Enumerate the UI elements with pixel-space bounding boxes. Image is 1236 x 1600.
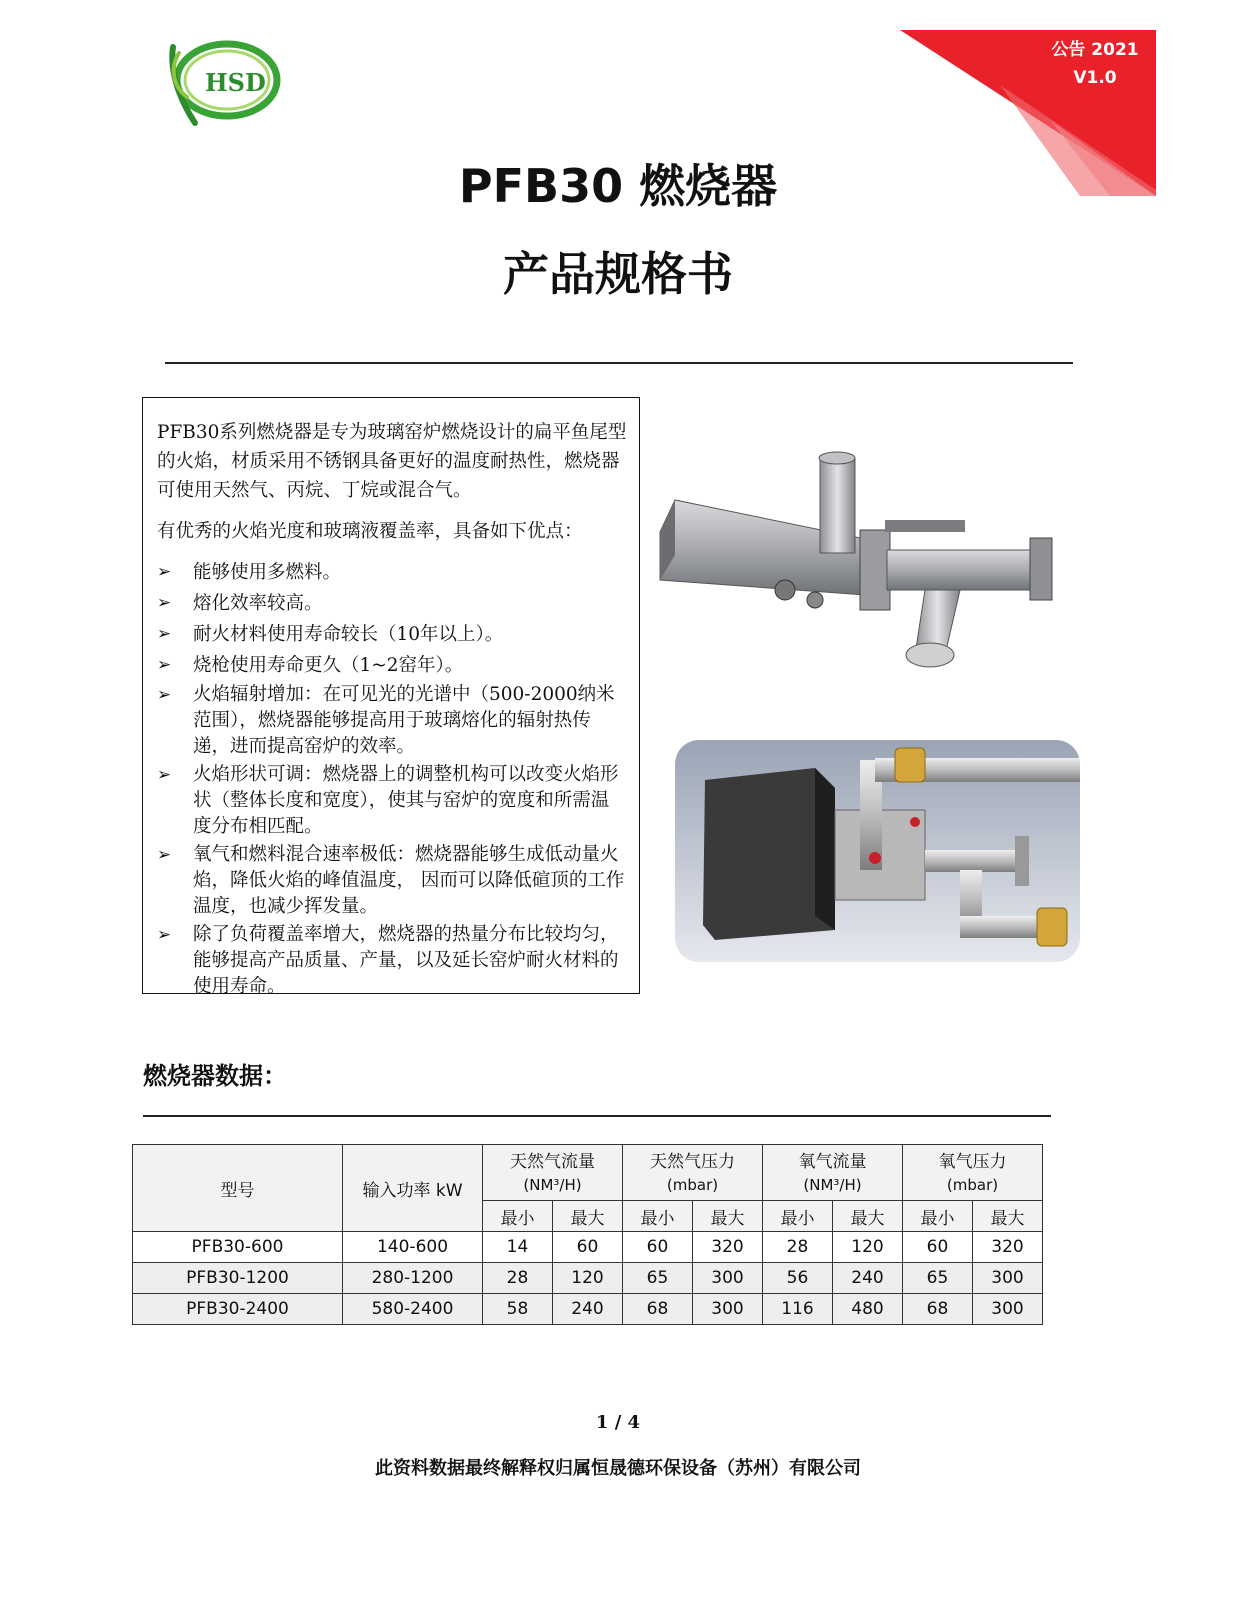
header-power: 输入功率 kW — [343, 1145, 483, 1232]
header-max: 最大 — [693, 1201, 763, 1232]
header-natural-gas-flow: 天然气流量 (NM³/H) — [483, 1145, 623, 1201]
header-model: 型号 — [133, 1145, 343, 1232]
feature-item: ➢ 耐火材料使用寿命较长（10年以上）。 — [157, 620, 627, 649]
feature-list — [157, 558, 627, 1000]
bullet-arrow-icon: ➢ — [157, 593, 172, 613]
company-logo — [165, 35, 285, 135]
header-min: 最小 — [763, 1201, 833, 1232]
badge-year: 公告 2021 — [1051, 40, 1139, 60]
version-badge — [1030, 36, 1160, 92]
bullet-arrow-icon: ➢ — [157, 624, 172, 644]
header-max: 最大 — [833, 1201, 903, 1232]
table-row: PFB30-2400 580-2400 58 240 68 300 116 480 68 300 — [133, 1294, 1043, 1325]
header-min: 最小 — [623, 1201, 693, 1232]
header-max: 最大 — [553, 1201, 623, 1232]
page-title: PFB30 燃烧器 — [458, 159, 778, 213]
header-oxygen-flow: 氧气流量 (NM³/H) — [763, 1145, 903, 1201]
intro-paragraph-2: 有优秀的火焰光度和玻璃液覆盖率，具备如下优点： — [157, 521, 583, 542]
header-min: 最小 — [903, 1201, 973, 1232]
intro-paragraph-1: PFB30系列燃烧器是专为玻璃窑炉燃烧设计的扁平鱼尾型的火焰，材质采用不锈钢具备更好的温度耐热性，燃烧器可使用天然气、丙烷、丁烷或混合气。 — [157, 422, 627, 501]
feature-item: ➢ 熔化效率较高。 — [157, 589, 627, 618]
burner-3d-render — [675, 740, 1080, 962]
section-divider — [143, 1115, 1051, 1117]
feature-item: ➢ 除了负荷覆盖率增大，燃烧器的热量分布比较均匀，能够提高产品质量、产量，以及延长窑炉耐火材料的使用寿命。 — [157, 924, 619, 997]
bullet-arrow-icon: ➢ — [157, 655, 172, 675]
table-row: PFB30-1200 280-1200 28 120 65 300 56 240 65 300 — [133, 1263, 1043, 1294]
header-oxygen-pressure: 氧气压力 (mbar) — [903, 1145, 1043, 1201]
intro-box — [142, 397, 640, 997]
title-divider — [165, 362, 1073, 364]
burner-data-table — [132, 1144, 1043, 1325]
header-min: 最小 — [483, 1201, 553, 1232]
feature-item: ➢ 氧气和燃料混合速率极低：燃烧器能够生成低动量火焰，降低火焰的峰值温度， 因而可以降低碹顶的工作温度，也减少挥发量。 — [157, 844, 625, 917]
header-natural-gas-pressure: 天然气压力 (mbar) — [623, 1145, 763, 1201]
feature-item: ➢ 烧枪使用寿命更久（1~2窑年）。 — [157, 651, 627, 680]
header-max: 最大 — [973, 1201, 1043, 1232]
section-title: 燃烧器数据： — [143, 1062, 287, 1090]
logo-text: HSD — [205, 68, 266, 97]
bullet-arrow-icon: ➢ — [157, 685, 172, 705]
page-number: 1 / 4 — [595, 1412, 641, 1433]
feature-item: ➢ 火焰形状可调：燃烧器上的调整机构可以改变火焰形状（整体长度和宽度），使其与窑炉的宽度和所需温度分布相匹配。 — [157, 764, 619, 837]
feature-item: ➢ 能够使用多燃料。 — [157, 558, 627, 587]
page-subtitle: 产品规格书 — [503, 247, 733, 301]
table-row: PFB30-600 140-600 14 60 60 320 28 120 60 320 — [133, 1232, 1043, 1263]
bullet-arrow-icon: ➢ — [157, 845, 172, 865]
feature-item: ➢ 火焰辐射增加：在可见光的光谱中（500-2000纳米范围），燃烧器能够提高用于玻璃熔化的辐射热传递，进而提高窑炉的效率。 — [157, 684, 615, 757]
bullet-arrow-icon: ➢ — [157, 562, 172, 582]
bullet-arrow-icon: ➢ — [157, 925, 172, 945]
burner-photo — [655, 440, 1065, 680]
bullet-arrow-icon: ➢ — [157, 765, 172, 785]
badge-version: V1.0 — [1073, 68, 1117, 88]
footer-copyright: 此资料数据最终解释权归属恒晟德环保设备（苏州）有限公司 — [375, 1458, 861, 1479]
